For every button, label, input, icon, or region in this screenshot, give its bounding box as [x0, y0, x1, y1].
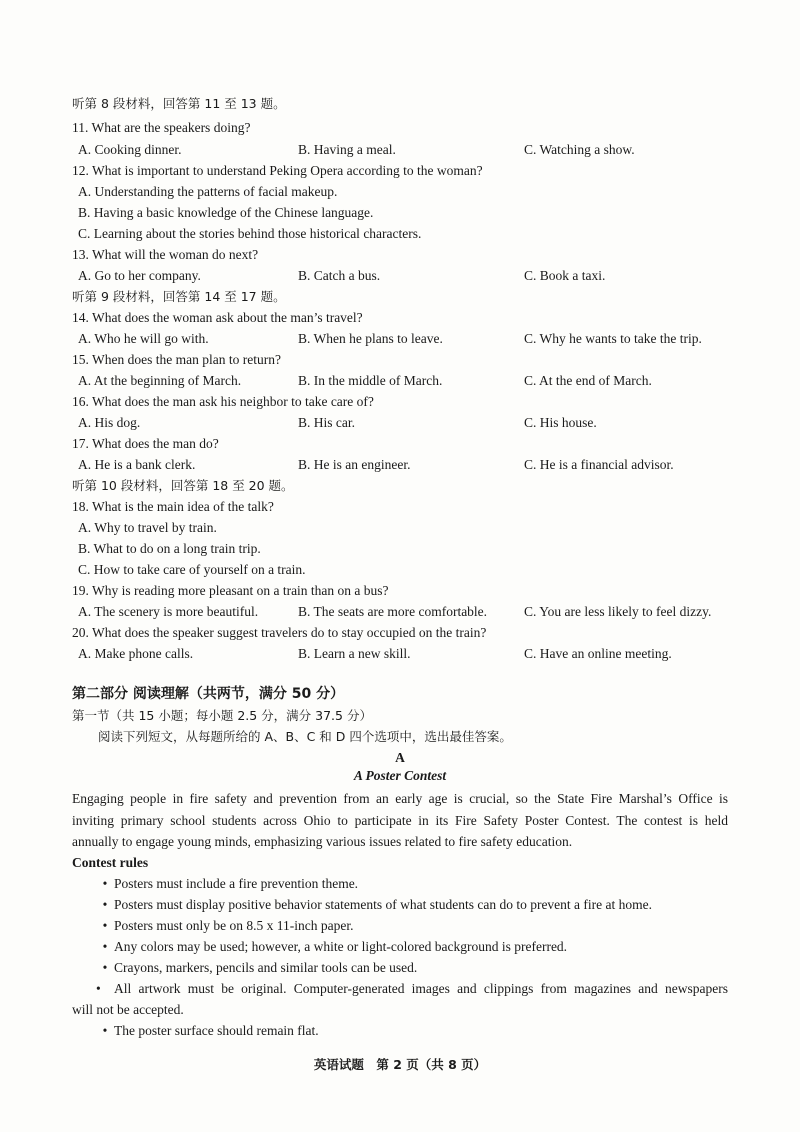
- rule-text: Posters must only be on 8.5 x 11-inch paper.: [114, 918, 354, 933]
- q20-option-c: C. Have an online meeting.: [524, 646, 672, 661]
- question-14: 14. What does the woman ask about the man’s travel?: [72, 310, 363, 325]
- bullet-icon: •: [102, 939, 108, 954]
- q11-option-b: B. Having a meal.: [298, 142, 396, 157]
- rule-item: [96, 1023, 319, 1039]
- question-15: 15. When does the man plan to return?: [72, 352, 281, 367]
- question-18: 18. What is the main idea of the talk?: [72, 499, 274, 514]
- rule-item: [96, 981, 728, 997]
- listening-intro-9: 听第 9 段材料，回答第 14 至 17 题。: [72, 289, 286, 304]
- q16-option-b: B. His car.: [298, 415, 355, 430]
- bullet-icon: •: [102, 1023, 108, 1038]
- rule-text: Posters must include a fire prevention theme.: [114, 876, 359, 891]
- rule-item: [96, 897, 652, 913]
- question-17: 17. What does the man do?: [72, 436, 219, 451]
- q12-option-c: C. Learning about the stories behind those historical characters.: [78, 226, 422, 241]
- q18-option-a: A. Why to travel by train.: [78, 520, 217, 535]
- q13-option-b: B. Catch a bus.: [298, 268, 381, 283]
- q17-option-c: C. He is a financial advisor.: [524, 457, 674, 472]
- q15-option-b: B. In the middle of March.: [298, 373, 443, 388]
- q14-option-b: B. When he plans to leave.: [298, 331, 443, 346]
- q17-option-a: A. He is a bank clerk.: [78, 457, 196, 472]
- rule-item: [96, 918, 353, 934]
- bullet-icon: •: [102, 876, 108, 891]
- q18-option-b: B. What to do on a long train trip.: [78, 541, 261, 556]
- q19-option-b: B. The seats are more comfortable.: [298, 604, 488, 619]
- section-one-heading: 第一节（共 15 小题；每小题 2.5 分，满分 37.5 分）: [72, 708, 372, 723]
- q15-option-c: C. At the end of March.: [524, 373, 652, 388]
- question-12: 12. What is important to understand Peking Opera according to the woman?: [72, 163, 483, 178]
- rule-item: [96, 960, 417, 976]
- q16-option-a: A. His dog.: [78, 415, 141, 430]
- rule-text-continued: will not be accepted.: [72, 1002, 184, 1017]
- rule-text: The poster surface should remain flat.: [114, 1023, 319, 1038]
- q14-option-a: A. Who he will go with.: [78, 331, 209, 346]
- q11-option-a: A. Cooking dinner.: [78, 142, 182, 157]
- passage-title: A Poster Contest: [353, 768, 447, 783]
- bullet-icon: •: [102, 897, 108, 912]
- reading-instruction: 阅读下列短文，从每题所给的 A、B、C 和 D 四个选项中，选出最佳答案。: [98, 729, 512, 744]
- q12-option-a: A. Understanding the patterns of facial makeup.: [78, 184, 338, 199]
- q13-option-a: A. Go to her company.: [78, 268, 201, 283]
- q13-option-c: C. Book a taxi.: [524, 268, 606, 283]
- rule-item: [96, 939, 567, 955]
- part-two-title: 第二部分 阅读理解（共两节，满分 50 分）: [72, 686, 345, 702]
- paragraph-line-1: Engaging people in fire safety and prevention from an early age is crucial, so the State Fire Marshal’s Office is: [72, 791, 728, 806]
- listening-intro-10: 听第 10 段材料，回答第 18 至 20 题。: [72, 478, 294, 493]
- question-11: 11. What are the speakers doing?: [72, 120, 251, 135]
- q12-option-b: B. Having a basic knowledge of the Chinese language.: [78, 205, 374, 220]
- rule-text: Crayons, markers, pencils and similar tools can be used.: [114, 960, 418, 975]
- q18-option-c: C. How to take care of yourself on a train.: [78, 562, 306, 577]
- q19-option-c: C. You are less likely to feel dizzy.: [524, 604, 712, 619]
- rule-text: Any colors may be used; however, a white or light-colored background is preferred.: [114, 939, 568, 954]
- q17-option-b: B. He is an engineer.: [298, 457, 411, 472]
- paragraph-line-2: inviting primary school students across Ohio to participate in its Fire Safety Poster Contest. The contest is held: [72, 813, 728, 828]
- q16-option-c: C. His house.: [524, 415, 597, 430]
- q11-option-c: C. Watching a show.: [524, 142, 635, 157]
- rule-text: Posters must display positive behavior statements of what students can do to prevent a fire at home.: [114, 897, 653, 912]
- q20-option-a: A. Make phone calls.: [78, 646, 194, 661]
- question-19: 19. Why is reading more pleasant on a train than on a bus?: [72, 583, 389, 598]
- bullet-icon: •: [102, 918, 108, 933]
- question-16: 16. What does the man ask his neighbor to take care of?: [72, 394, 374, 409]
- q14-option-c: C. Why he wants to take the trip.: [524, 331, 702, 346]
- listening-intro-8: 听第 8 段材料，回答第 11 至 13 题。: [72, 96, 286, 111]
- paragraph-line-3: annually to engage young minds, emphasizing various issues related to fire safety education.: [72, 834, 573, 849]
- passage-letter: A: [395, 750, 405, 765]
- q15-option-a: A. At the beginning of March.: [78, 373, 242, 388]
- question-20: 20. What does the speaker suggest travelers do to stay occupied on the train?: [72, 625, 487, 640]
- rule-text: All artwork must be original. Computer-generated images and clippings from magazines and newspapers: [114, 981, 728, 996]
- rule-item: [96, 876, 358, 892]
- bullet-icon: •: [96, 981, 101, 996]
- q20-option-b: B. Learn a new skill.: [298, 646, 411, 661]
- page-footer: 英语试题 第 2 页（共 8 页）: [313, 1057, 487, 1072]
- question-13: 13. What will the woman do next?: [72, 247, 259, 262]
- q19-option-a: A. The scenery is more beautiful.: [78, 604, 259, 619]
- bullet-icon: •: [102, 960, 108, 975]
- contest-rules-heading: Contest rules: [72, 855, 149, 870]
